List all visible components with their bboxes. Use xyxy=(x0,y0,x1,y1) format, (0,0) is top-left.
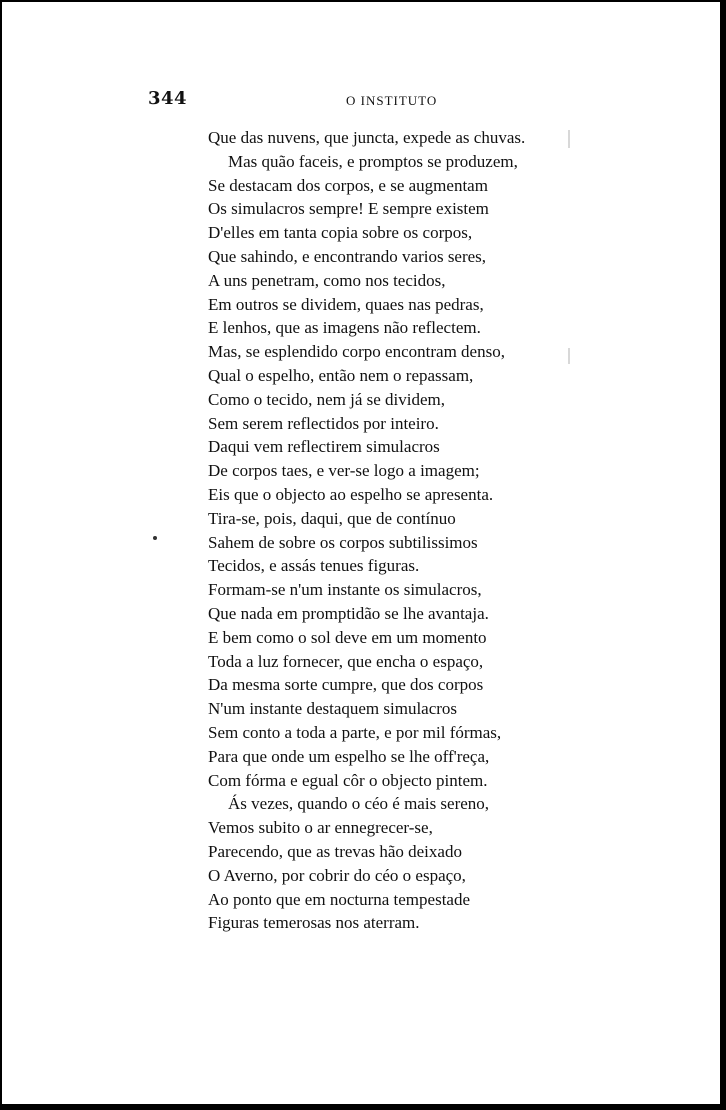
verse-line: Parecendo, que as trevas hão deixado xyxy=(208,841,462,861)
verse-line: Formam-se n'um instante os simulacros, xyxy=(208,580,482,600)
verse-line: Sem serem reflectidos por inteiro. xyxy=(208,413,439,433)
verse-line: Tira-se, pois, daqui, que de contínuo xyxy=(208,508,456,528)
verse-line: E bem como o sol deve em um momento xyxy=(208,627,487,647)
verse-line: Como o tecido, nem já se dividem, xyxy=(208,389,446,409)
verse-line: Sahem de sobre os corpos subtilissimos xyxy=(208,532,478,552)
verse-line: Em outros se dividem, quaes nas pedras, xyxy=(208,294,484,314)
verse-line: Os simulacros sempre! E sempre existem xyxy=(208,199,489,219)
verse-line: Sem conto a toda a parte, e por mil fórmas, xyxy=(208,722,502,742)
verse-line: A uns penetram, como nos tecidos, xyxy=(208,270,446,290)
verse-line: Qual o espelho, então nem o repassam, xyxy=(208,365,474,385)
verse-line: O Averno, por cobrir do céo o espaço, xyxy=(208,865,466,885)
running-head: O INSTITUTO xyxy=(346,93,438,108)
verse-line: Vemos subito o ar ennegrecer-se, xyxy=(208,818,433,838)
verse-line: De corpos taes, e ver-se logo a imagem; xyxy=(208,461,480,481)
page-number: 344 xyxy=(148,88,188,109)
verse-line: Tecidos, e assás tenues figuras. xyxy=(208,556,420,576)
bleed-through-mark xyxy=(568,348,570,364)
verse-line: Que nada em promptidão se lhe avantaja. xyxy=(208,603,489,623)
poem-verse xyxy=(208,126,588,935)
verse-line: E lenhos, que as imagens não reflectem. xyxy=(208,318,481,338)
verse-line: Mas, se esplendido corpo encontram denso, xyxy=(208,342,505,362)
verse-line: Mas quão faceis, e promptos se produzem, xyxy=(228,151,518,171)
verse-line: Se destacam dos corpos, e se augmentam xyxy=(208,175,488,195)
verse-line: Que sahindo, e encontrando varios seres, xyxy=(208,246,487,266)
verse-line: Para que onde um espelho se lhe off'reça, xyxy=(208,746,490,766)
verse-line: Que das nuvens, que juncta, expede as chuvas. xyxy=(208,128,526,147)
verse-line: Eis que o objecto ao espelho se apresenta. xyxy=(208,484,494,504)
verse-line: Com fórma e egual côr o objecto pintem. xyxy=(208,770,488,790)
verse-line: Ao ponto que em nocturna tempestade xyxy=(208,889,471,909)
verse-line: D'elles em tanta copia sobre os corpos, xyxy=(208,223,473,243)
bleed-through-mark xyxy=(568,130,570,148)
verse-line: Daqui vem reflectirem simulacros xyxy=(208,437,440,457)
verse-line: Da mesma sorte cumpre, que dos corpos xyxy=(208,675,484,695)
ink-smudge xyxy=(153,536,157,540)
verse-line: Ás vezes, quando o céo é mais sereno, xyxy=(228,794,490,814)
verse-line: Figuras temerosas nos aterram. xyxy=(208,913,420,933)
verse-line: Toda a luz fornecer, que encha o espaço, xyxy=(208,651,484,671)
verse-line: N'um instante destaquem simulacros xyxy=(208,699,458,719)
